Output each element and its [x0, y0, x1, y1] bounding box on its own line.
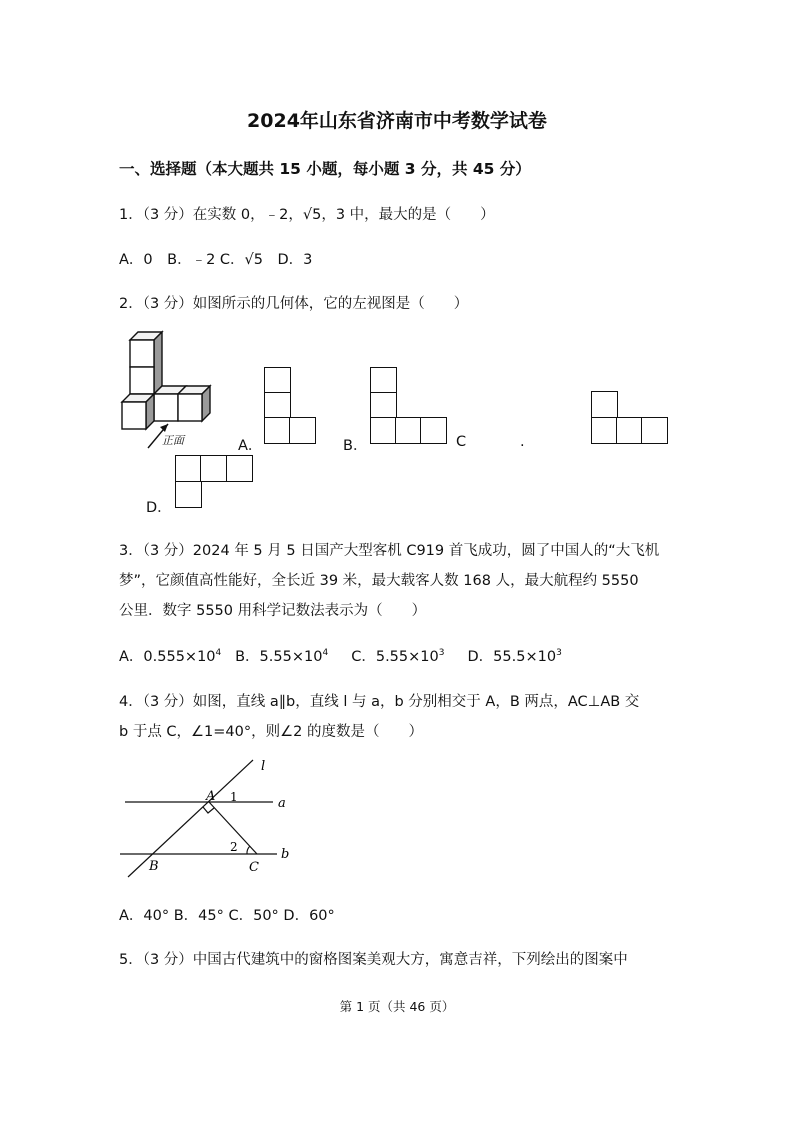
point-c-label: C: [249, 860, 259, 875]
option-b: B．$5.55\times 10^4$: [235, 648, 329, 665]
label-b: b: [281, 847, 290, 862]
option-b-label: B．: [343, 438, 368, 454]
question-2-stem: 2．（3 分）如图所示的几何体，它的左视图是（ ）: [119, 296, 469, 312]
page-title: 2024年山东省济南市中考数学试卷: [247, 110, 547, 132]
arrow-head: [160, 424, 168, 432]
option-c-dot: .: [520, 434, 525, 450]
parallel-lines-figure: [115, 756, 300, 881]
option-a-label: A．: [238, 438, 263, 454]
label-a: a: [278, 796, 286, 811]
point-a-label: A: [206, 789, 216, 804]
question-5-stem: 5．（3 分）中国古代建筑中的窗格图案美观大方，寓意吉祥，下列绘出的图案中: [119, 952, 628, 968]
section-heading: 一、选择题（本大题共 15 小题，每小题 3 分，共 45 分）: [119, 160, 531, 178]
option-d-label: D．: [146, 500, 172, 516]
question-3-options: [119, 645, 562, 666]
option-a: A．$0.555\times 10^4$: [119, 648, 222, 665]
angle-2-arc: [247, 846, 250, 854]
question-1-options: A．0 B．﹣2 C．√5 D．3: [119, 252, 313, 268]
question-3-line-2: 梦”，它颜值高性能好，全长近 39 米，最大载客人数 168 人，最大航程约 5550: [119, 573, 639, 589]
option-c: C．$5.55\times 10^3$: [351, 648, 445, 665]
angle-2-label: 2: [230, 840, 238, 854]
question-1-stem: 1．（3 分）在实数 0，﹣2，√5，3 中，最大的是（ ）: [119, 207, 495, 223]
option-c-label: C: [456, 434, 467, 450]
angle-1-label: 1: [230, 790, 238, 804]
question-3-line-1: 3．（3 分）2024 年 5 月 5 日国产大型客机 C919 首飞成功，圆了中国人的“大飞机: [119, 543, 660, 559]
page-footer: 第 1 页（共 46 页）: [339, 999, 455, 1014]
point-b-label: B: [149, 859, 159, 874]
question-4-line-2: b 于点 C，∠1=40°，则∠2 的度数是（ ）: [119, 724, 423, 740]
option-d: D．$55.5\times 10^3$: [467, 648, 562, 665]
label-l: l: [261, 759, 266, 774]
line-l: [128, 760, 253, 877]
question-4-line-1: 4．（3 分）如图，直线 a∥b，直线 l 与 a，b 分别相交于 A，B 两点，AC⊥AB 交: [119, 694, 640, 710]
right-angle-mark: [203, 807, 214, 813]
question-3-line-3: 公里．数字 5550 用科学记数法表示为（ ）: [119, 603, 427, 619]
front-view-label: 正面: [162, 434, 184, 447]
question-4-options: A．40° B．45° C．50° D．60°: [119, 908, 335, 924]
